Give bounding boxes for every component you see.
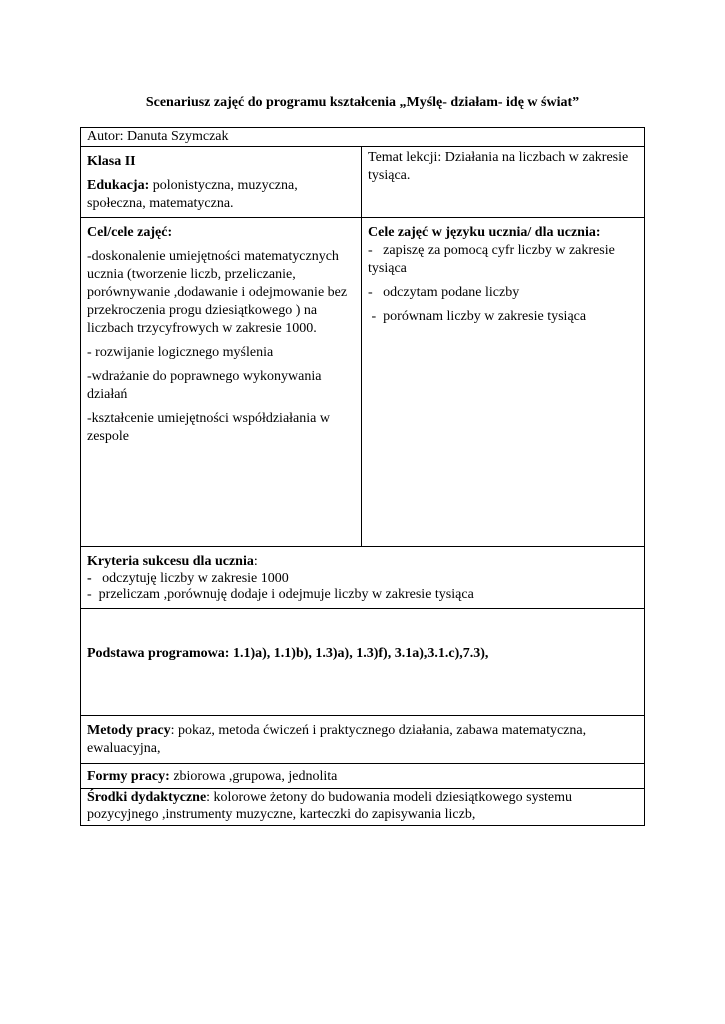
criteria-item: - przeliczam ,porównuję dodaje i odejmuje liczby w zakresie tysiąca — [87, 587, 474, 602]
goal-item: - rozwijanie logicznego myślenia — [87, 345, 274, 360]
author-row — [81, 128, 644, 147]
student-goal-item: - odczytam podane liczby — [368, 285, 520, 300]
means-row — [81, 789, 644, 825]
criteria-item-dash: - — [87, 571, 92, 586]
education-label: Edukacja: — [87, 178, 150, 193]
criteria-colon: : — [253, 554, 258, 569]
lesson-table — [80, 127, 645, 826]
criteria-cell — [81, 547, 644, 605]
goal-item: -doskonalenie umiejętności matematycznych ucznia (tworzenie liczb, przeliczanie, porównywanie ,dodawanie i odejmowanie bez przekroczenia progu dziesiątkowego ) na liczbach trzycyfrowych w zakresie 1000. — [87, 249, 348, 336]
goals-row — [81, 218, 644, 547]
author-text: Autor: Danuta Szymczak — [87, 129, 229, 144]
curriculum-text: Podstawa programowa: 1.1)a), 1.1)b), 1.3)a), 1.3)f), 3.1a),3.1.c),7.3), — [87, 646, 489, 661]
methods-cell — [81, 716, 644, 760]
means-text — [87, 789, 638, 823]
goal-item: -wdrażanie do poprawnego wykonywania działań — [87, 369, 322, 402]
goals-heading: Cel/cele zajęć: — [87, 225, 173, 240]
means-label: Środki dydaktyczne — [87, 790, 207, 805]
methods-value: : pokaz, metoda ćwiczeń i praktycznego działania, zabawa matematyczna, ewaluacyjna, — [87, 723, 587, 756]
student-goal-item: - porównam liczby w zakresie tysiąca — [368, 309, 587, 324]
means-value: : kolorowe żetony do budowania modeli dziesiątkowego systemu pozycyjnego ,instrumenty muzyczne, karteczki do zapisywania liczb, — [87, 790, 573, 822]
topic-cell — [362, 147, 644, 217]
topic-text: Temat lekcji: Działania na liczbach w zakresie tysiąca. — [368, 150, 629, 183]
goals-cell — [81, 218, 362, 546]
curriculum-row — [81, 609, 644, 716]
criteria-heading-line — [87, 553, 638, 571]
class-topic-row — [81, 147, 644, 218]
document-title: Scenariusz zajęć do programu kształcenia „Myślę- działam- idę w świat” — [145, 95, 580, 110]
education-value: polonistyczna, muzyczna, społeczna, matematyczna. — [87, 178, 298, 211]
forms-cell — [81, 764, 644, 788]
student-goal-item: - zapiszę za pomocą cyfr liczby w zakresie tysiąca — [368, 243, 619, 276]
class-cell — [81, 147, 362, 217]
student-goals-heading: Cele zajęć w języku ucznia/ dla ucznia: — [368, 225, 601, 240]
goal-item: -kształcenie umiejętności współdziałania w zespole — [87, 411, 330, 444]
methods-label: Metody pracy — [87, 723, 171, 738]
forms-text — [87, 768, 638, 786]
forms-label: Formy pracy: — [87, 769, 170, 784]
education-line — [87, 177, 355, 213]
means-cell — [81, 789, 644, 825]
criteria-item — [87, 571, 638, 587]
methods-row — [81, 716, 644, 764]
criteria-item-text: odczytuję liczby w zakresie 1000 — [91, 571, 289, 586]
methods-text — [87, 722, 638, 758]
criteria-heading: Kryteria sukcesu dla ucznia — [87, 554, 254, 569]
class-label: Klasa II — [87, 154, 136, 169]
criteria-row — [81, 547, 644, 609]
forms-row — [81, 764, 644, 789]
student-goals-cell — [362, 218, 644, 546]
forms-value: zbiorowa ,grupowa, jednolita — [169, 769, 338, 784]
